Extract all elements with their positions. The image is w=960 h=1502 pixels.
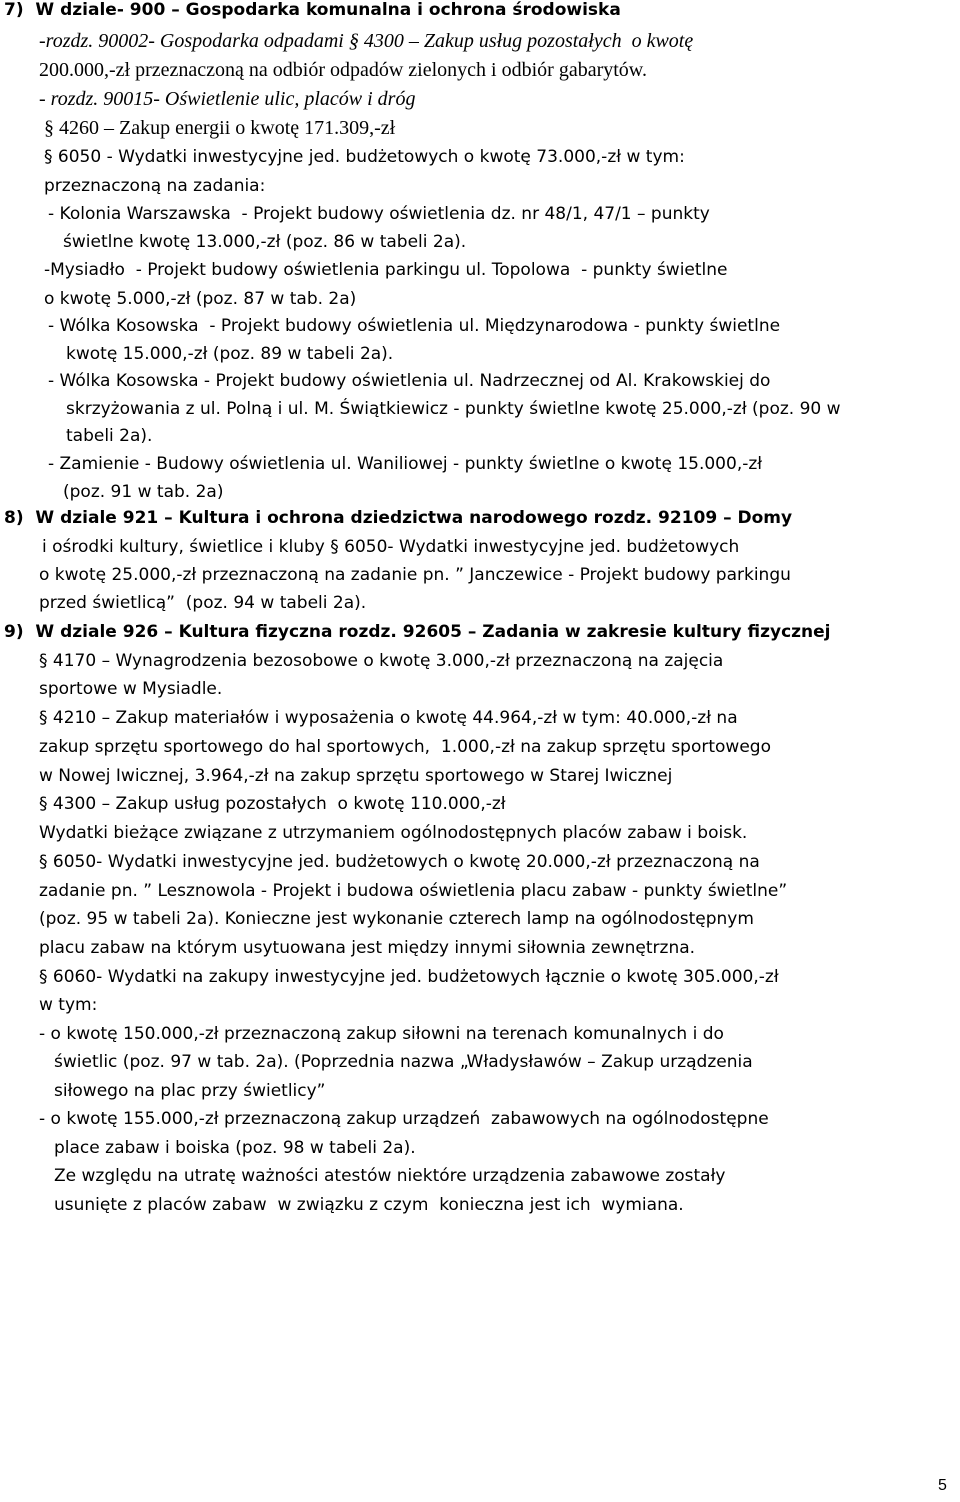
- text-line: -Mysiadło - Projekt budowy oświetlenia parkingu ul. Topolowa - punkty świetlne: [44, 260, 728, 280]
- text-line: siłowego na plac przy świetlicy”: [54, 1081, 326, 1101]
- text-line: - o kwotę 150.000,-zł przeznaczoną zakup siłowni na terenach komunalnych i do: [39, 1024, 724, 1044]
- text-line: i ośrodki kultury, świetlice i kluby § 6050- Wydatki inwestycyjne jed. budżetowych: [42, 537, 740, 557]
- text-line: przed świetlicą” (poz. 94 w tabeli 2a).: [39, 593, 367, 613]
- text-line: - Kolonia Warszawska - Projekt budowy oświetlenia dz. nr 48/1, 47/1 – punkty: [48, 204, 710, 224]
- text-line: tabeli 2a).: [66, 426, 153, 446]
- text-line: - o kwotę 155.000,-zł przeznaczoną zakup urządzeń zabawowych na ogólnodostępne: [39, 1109, 769, 1129]
- text-line: placu zabaw na którym usytuowana jest między innymi siłownia zewnętrzna.: [39, 938, 696, 958]
- section-7-heading: 7) W dziale- 900 – Gospodarka komunalna i ochrona środowiska: [4, 0, 621, 20]
- text-line: § 6050- Wydatki inwestycyjne jed. budżetowych o kwotę 20.000,-zł przeznaczoną na: [39, 852, 760, 872]
- text-line: 200.000,-zł przeznaczoną na odbiór odpadów zielonych i odbiór gabarytów.: [39, 59, 647, 81]
- text-line: (poz. 95 w tabeli 2a). Konieczne jest wykonanie czterech lamp na ogólnodostępnym: [39, 909, 754, 929]
- text-line: - Zamienie - Budowy oświetlenia ul. Waniliowej - punkty świetlne o kwotę 15.000,-zł: [48, 454, 763, 474]
- text-line: - Wólka Kosowska - Projekt budowy oświetlenia ul. Nadrzecznej od Al. Krakowskiej do: [48, 371, 771, 391]
- text-line: usunięte z placów zabaw w związku z czym konieczna jest ich wymiana.: [54, 1195, 684, 1215]
- text-line: o kwotę 25.000,-zł przeznaczoną na zadanie pn. ” Janczewice - Projekt budowy parkingu: [39, 565, 791, 585]
- text-line: zakup sprzętu sportowego do hal sportowych, 1.000,-zł na zakup sprzętu sportowego: [39, 737, 771, 757]
- text-line: o kwotę 5.000,-zł (poz. 87 w tab. 2a): [44, 289, 357, 309]
- text-line: (poz. 91 w tab. 2a): [63, 482, 224, 502]
- text-line: § 4210 – Zakup materiałów i wyposażenia o kwotę 44.964,-zł w tym: 40.000,-zł na: [39, 708, 738, 728]
- text-line: § 6050 - Wydatki inwestycyjne jed. budżetowych o kwotę 73.000,-zł w tym:: [44, 147, 685, 167]
- section-8-heading: 8) W dziale 921 – Kultura i ochrona dziedzictwa narodowego rozdz. 92109 – Domy: [4, 508, 793, 528]
- section-9-heading: 9) W dziale 926 – Kultura fizyczna rozdz. 92605 – Zadania w zakresie kultury fizycznej: [4, 622, 831, 642]
- text-line: w tym:: [39, 995, 98, 1015]
- text-line: w Nowej Iwicznej, 3.964,-zł na zakup sprzętu sportowego w Starej Iwicznej: [39, 766, 673, 786]
- text-line: § 4170 – Wynagrodzenia bezosobowe o kwotę 3.000,-zł przeznaczoną na zajęcia: [39, 651, 724, 671]
- text-line: sportowe w Mysiadle.: [39, 679, 223, 699]
- text-line: place zabaw i boiska (poz. 98 w tabeli 2a).: [54, 1138, 416, 1158]
- page-number: 5: [938, 1477, 947, 1494]
- text-line: - Wólka Kosowska - Projekt budowy oświetlenia ul. Międzynarodowa - punkty świetlne: [48, 316, 781, 336]
- text-line: Wydatki bieżące związane z utrzymaniem ogólnodostępnych placów zabaw i boisk.: [39, 823, 748, 843]
- text-line: świetlic (poz. 97 w tab. 2a). (Poprzednia nazwa „Władysławów – Zakup urządzenia: [54, 1052, 753, 1072]
- text-line: świetlne kwotę 13.000,-zł (poz. 86 w tabeli 2a).: [63, 232, 467, 252]
- text-line: Ze względu na utratę ważności atestów niektóre urządzenia zabawowe zostały: [54, 1166, 726, 1186]
- text-line: § 6060- Wydatki na zakupy inwestycyjne jed. budżetowych łącznie o kwotę 305.000,-zł: [39, 967, 779, 987]
- text-line: § 4300 – Zakup usług pozostałych o kwotę 110.000,-zł: [39, 794, 506, 814]
- text-line: § 4260 – Zakup energii o kwotę 171.309,-zł: [44, 117, 396, 139]
- text-line: kwotę 15.000,-zł (poz. 89 w tabeli 2a).: [66, 344, 394, 364]
- text-line: zadanie pn. ” Lesznowola - Projekt i budowa oświetlenia placu zabaw - punkty świetlne”: [39, 881, 788, 901]
- text-line: - rozdz. 90015- Oświetlenie ulic, placów i dróg: [39, 88, 416, 110]
- text-line: skrzyżowania z ul. Polną i ul. M. Świątkiewicz - punkty świetlne kwotę 25.000,-zł (poz. 90 w: [66, 399, 841, 419]
- text-line: przeznaczoną na zadania:: [44, 176, 266, 196]
- text-line: -rozdz. 90002- Gospodarka odpadami § 4300 – Zakup usług pozostałych o kwotę: [39, 30, 694, 52]
